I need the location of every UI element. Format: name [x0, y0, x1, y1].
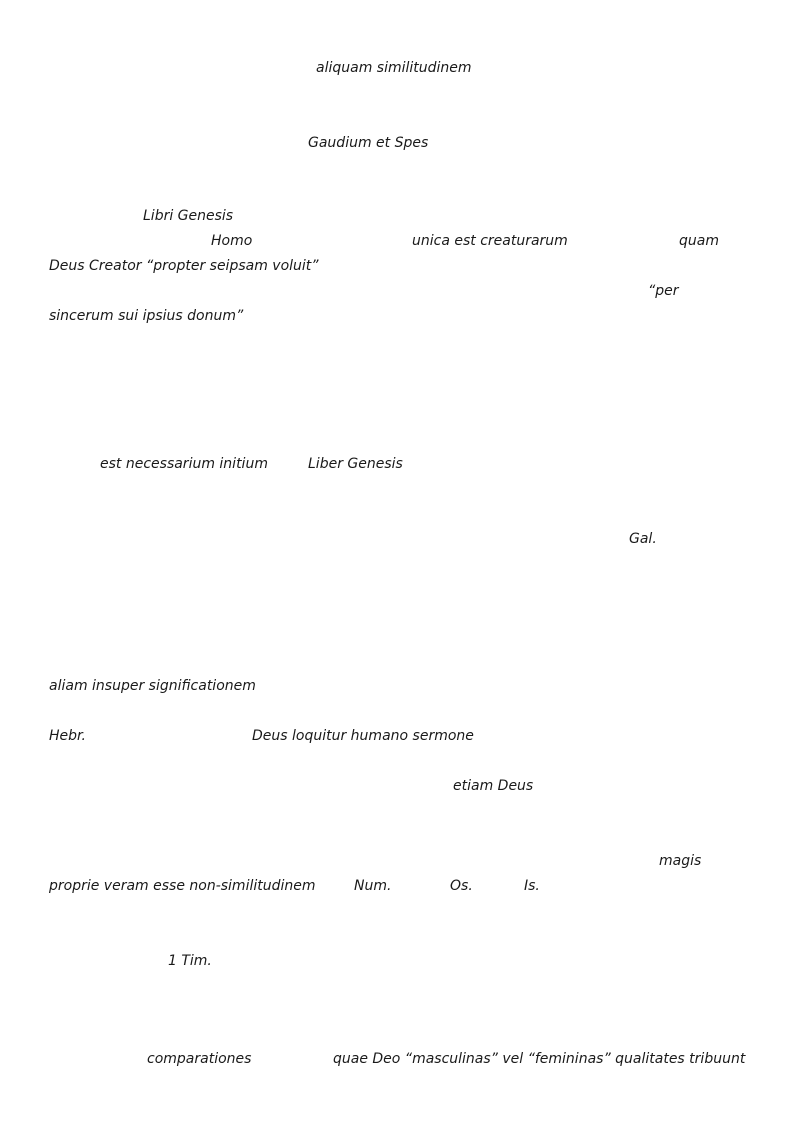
- text-fragment: aliquam similitudinem: [316, 60, 472, 76]
- text-fragment: Deus loquitur humano sermone: [252, 728, 474, 744]
- text-fragment: Deus Creator “propter seipsam voluit”: [49, 258, 319, 274]
- text-fragment: etiam Deus: [453, 778, 534, 794]
- text-fragment: Num.: [354, 878, 392, 894]
- text-fragment: 1 Tim.: [168, 953, 212, 969]
- text-fragment: proprie veram esse non-similitudinem: [49, 878, 316, 894]
- text-fragment: Gaudium et Spes: [308, 135, 429, 151]
- text-fragment: Gal.: [629, 531, 657, 547]
- text-fragment: Is.: [524, 878, 540, 894]
- text-fragment: quam: [679, 233, 719, 249]
- text-fragment: quae Deo “masculinas” vel “femininas” qualitates tribuunt: [333, 1051, 746, 1067]
- text-fragment: “per: [648, 283, 679, 299]
- text-fragment: unica est creaturarum: [412, 233, 568, 249]
- text-fragment: magis: [659, 853, 702, 869]
- text-fragment: Hebr.: [49, 728, 86, 744]
- text-fragment: sincerum sui ipsius donum”: [49, 308, 244, 324]
- text-fragment: aliam insuper significationem: [49, 678, 256, 694]
- text-fragment: Homo: [211, 233, 253, 249]
- text-fragment: Os.: [450, 878, 473, 894]
- text-fragment: comparationes: [147, 1051, 252, 1067]
- text-fragment: est necessarium initium: [100, 456, 268, 472]
- text-fragment: Liber Genesis: [308, 456, 403, 472]
- text-fragment: Libri Genesis: [143, 208, 234, 224]
